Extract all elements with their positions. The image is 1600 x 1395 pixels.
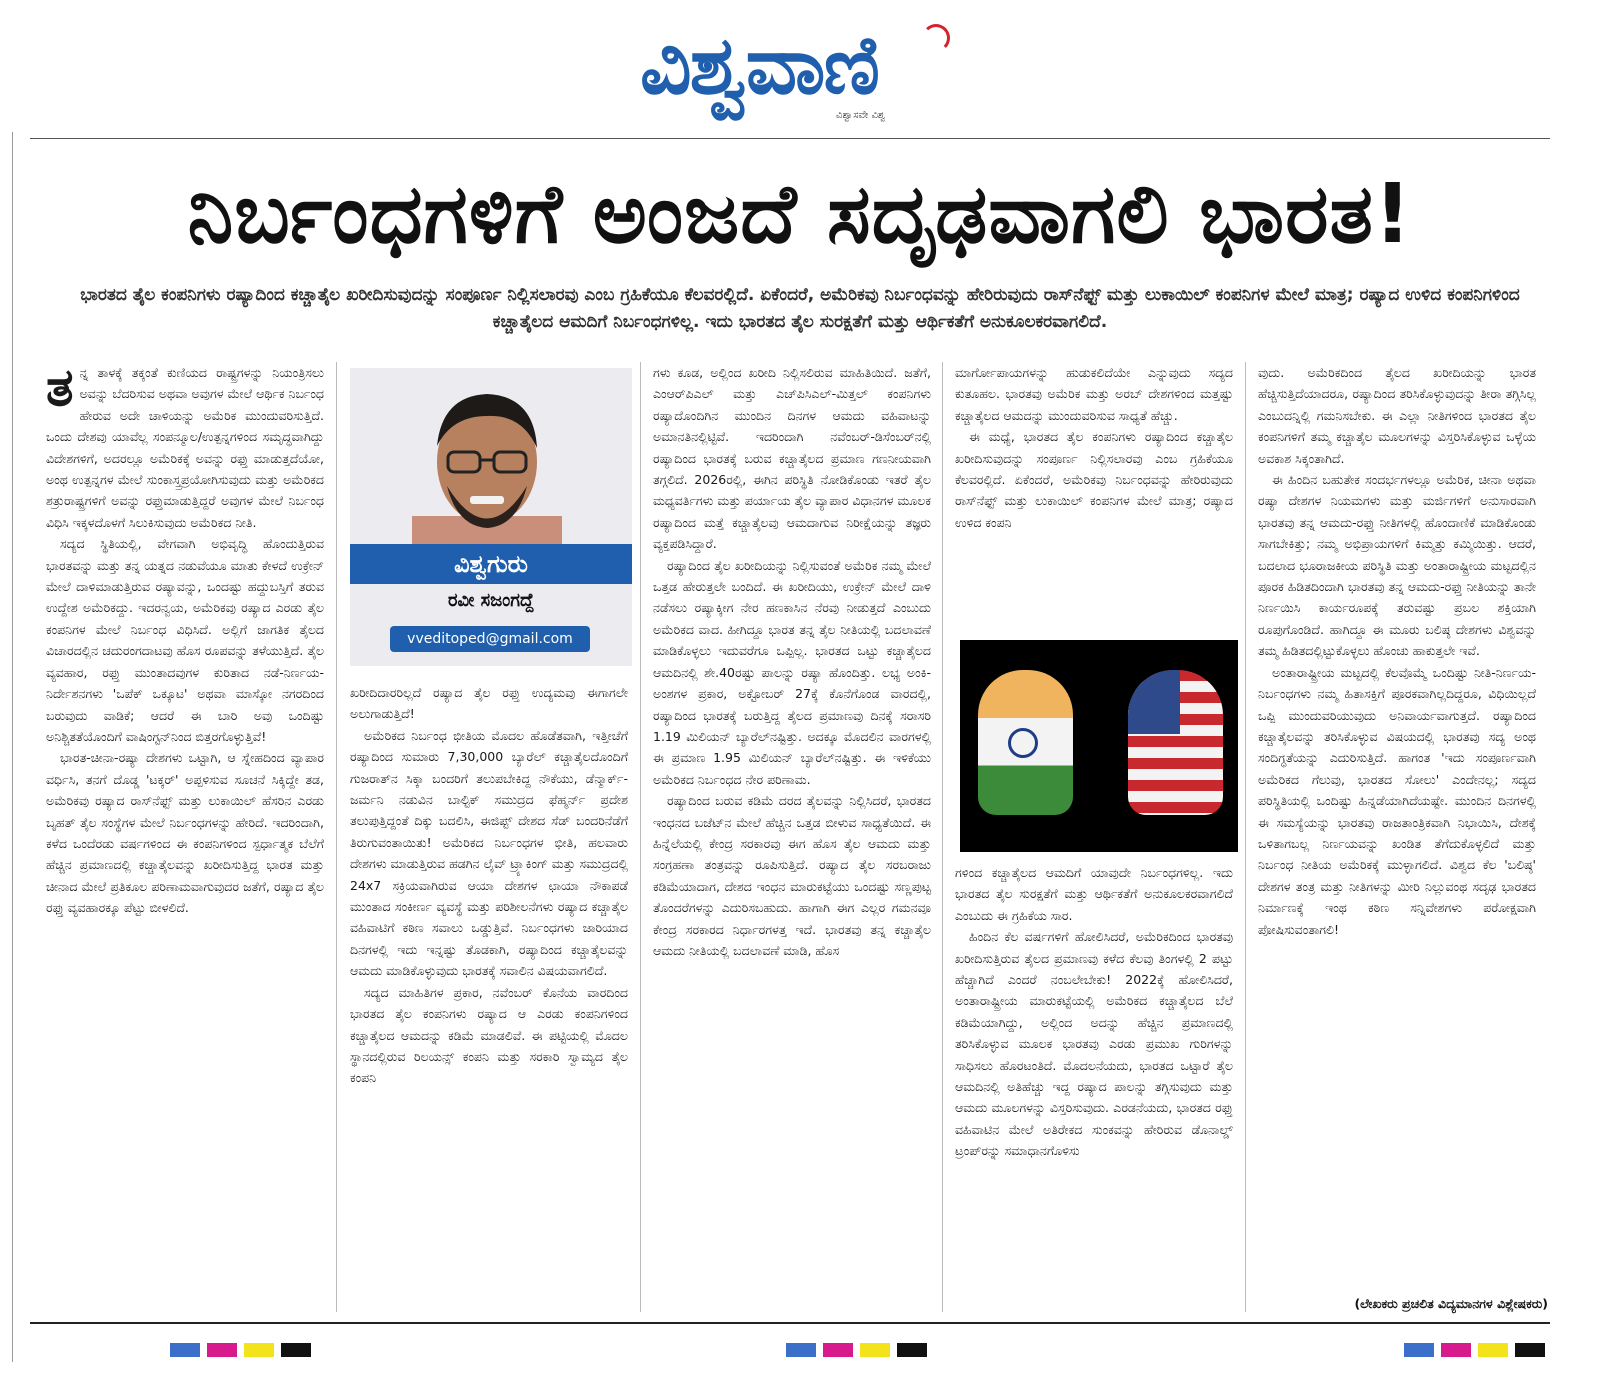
registration-swatch xyxy=(281,1343,311,1357)
usa-flag-fist-icon xyxy=(1128,670,1223,815)
ashoka-chakra-icon xyxy=(1008,728,1038,758)
column-rule xyxy=(1245,362,1246,1312)
article-column-3 xyxy=(653,362,931,961)
paragraph: ಸದ್ಯದ ಮಾಹಿತಿಗಳ ಪ್ರಕಾರ, ನವೆಂಬರ್ ಕೊನೆಯ ವಾರದಿಂದ ಭಾರತದ ತೈಲ ಕಂಪನಿಗಳು ರಷ್ಯಾದ ಆ ಎರಡು ಕಂಪನಿಗಳಿಂದ ಕಚ್ಚಾತೈಲದ ಆಮದನ್ನು ಕಡಿಮೆ ಮಾಡಲಿವೆ. ಈ ಪಟ್ಟಿಯಲ್ಲಿ ಮೊದಲ ಸ್ಥಾನದಲ್ಲಿರುವ ರಿಲಯನ್ಸ್ ಕಂಪನಿ ಮತ್ತು ಸರಕಾರಿ ಸ್ವಾಮ್ಯದ ತೈಲ ಕಂಪನಿ xyxy=(350,984,628,1086)
paragraph: ವುದು. ಅಮೆರಿಕದಿಂದ ತೈಲದ ಖರೀದಿಯನ್ನು ಭಾರತ ಹೆಚ್ಚಿಸುತ್ತಿದೆಯಾದರೂ, ರಷ್ಯಾದಿಂದ ತರಿಸಿಕೊಳ್ಳುವುದನ್ನು ತೀರಾ ತಗ್ಗಿಸಿಲ್ಲ ಎಂಬುದನ್ನಿಲ್ಲಿ ಗಮನಿಸಬೇಕು. ಈ ಎಲ್ಲಾ ನೀತಿಗಳಿಂದ ಭಾರತದ ತೈಲ ಕಂಪನಿಗಳಿಗೆ ತಮ್ಮ ಕಚ್ಚಾತೈಲ ಮೂಲಗಳನ್ನು ವಿಸ್ತರಿಸಿಕೊಳ್ಳುವ ಒಳ್ಳೆಯ ಅವಕಾಶ ಸಿಕ್ಕಂತಾಗಿದೆ. xyxy=(1258,365,1536,466)
stars-canton-icon xyxy=(1128,670,1180,734)
paragraph-text: ನ್ನ ತಾಳಕ್ಕೆ ತಕ್ಕಂತೆ ಕುಣಿಯದ ರಾಷ್ಟ್ರಗಳನ್ನು ನಿಯಂತ್ರಿಸಲು ಅವನ್ನು ಬೆದರಿಸುವ ಅಥವಾ ಅವುಗಳ ಮೇಲೆ ಆರ್ಥಿಕ ನಿರ್ಬಂಧ ಹೇರುವ ಅದೇ ಚಾಳಿಯನ್ನು ಅಮೆರಿಕ ಮುಂದುವರಿಸುತ್ತಿದೆ. ಒಂದು ದೇಶವು ಯಾವೆಲ್ಲ ಸಂಪನ್ಮೂಲ/ಉತ್ಪನ್ನಗಳಿಂದ ಸಮೃದ್ಧವಾಗಿದ್ದು ವಿದೇಶಗಳಿಗೆ, ಅದರಲ್ಲೂ ಅಮೆರಿಕಕ್ಕೆ ಅವನ್ನು ರಫ್ತು ಮಾಡುತ್ತದೆಯೋ, ಅಂಥ ಉತ್ಪನ್ನಗಳ ಮೇಲೆ ಸುಂಕಾಸ್ತ್ರಪ್ರಯೋಗಿಸುವುದು ಮತ್ತು ಅಮೆರಿಕದ ಶತ್ರುರಾಷ್ಟ್ರಗಳಿಗೆ ಅವನ್ನು ರಫ್ತುಮಾಡುತ್ತಿದ್ದರೆ ಅವುಗಳ ಮೇಲೆ ನಿರ್ಬಂಧ ವಿಧಿಸಿ ಇಕ್ಕಳದೊಳಗೆ ಸಿಲುಕಿಸುವುದು ಅಮೆರಿಕದ ನೀತಿ. xyxy=(46,365,324,530)
article-column-4-continued xyxy=(955,862,1233,1162)
india-flag-fist-icon xyxy=(978,670,1073,815)
registration-swatch xyxy=(1441,1343,1471,1357)
color-registration-marks-center xyxy=(786,1342,934,1356)
registration-swatch xyxy=(1404,1343,1434,1357)
author-photo-block xyxy=(350,368,632,666)
registration-swatch xyxy=(170,1343,200,1357)
registration-swatch xyxy=(1515,1343,1545,1357)
drop-cap: ತ xyxy=(46,358,74,418)
color-registration-marks-left xyxy=(170,1342,318,1356)
author-name: ರವೀ ಸಜಂಗದ್ದೆ xyxy=(448,590,534,611)
column-rule xyxy=(640,362,641,1312)
article-headline: ನಿರ್ಬಂಧಗಳಿಗೆ ಅಂಜದೆ ಸದೃಢವಾಗಲಿ ಭಾರತ! xyxy=(187,167,1413,262)
paragraph: ಈ ಮಧ್ಯೆ, ಭಾರತದ ತೈಲ ಕಂಪನಿಗಳು ರಷ್ಯಾದಿಂದ ಕಚ್ಚಾತೈಲ ಖರೀದಿಸುವುದನ್ನು ಸಂಪೂರ್ಣ ನಿಲ್ಲಿಸಲಾರವು ಎಂಬ ಗ್ರಹಿಕೆಯೂ ಕೆಲವರಲ್ಲಿದೆ. ಏಕೆಂದರೆ, ಅಮೆರಿಕವು ನಿರ್ಬಂಧವನ್ನು ಹೇರಿರುವುದು ರಾಸ್‌ನೆಫ್ಟ್ ಮತ್ತು ಲುಕಾಯಿಲ್ ಕಂಪನಿಗಳ ಮೇಲೆ ಮಾತ್ರ; ರಷ್ಯಾದ ಉಳಿದ ಕಂಪನಿ xyxy=(955,429,1233,530)
paragraph: ಈ ಹಿಂದಿನ ಬಹುತೇಕ ಸಂದರ್ಭಗಳಲ್ಲೂ ಅಮೆರಿಕ, ಚೀನಾ ಅಥವಾ ರಷ್ಯಾ ದೇಶಗಳ ನಿಯಮಗಳು ಮತ್ತು ಮರ್ಜಿಗಳಿಗೆ ಅನುಸಾರವಾಗಿ ಭಾರತವು ತನ್ನ ಆಮದು-ರಫ್ತು ನೀತಿಗಳಲ್ಲಿ ಹೊಂದಾಣಿಕೆ ಮಾಡಿಕೊಂಡು ಸಾಗಬೇಕಿತ್ತು; ನಮ್ಮ ಅಭಿಪ್ರಾಯಗಳಿಗೆ ಕಿಮ್ಮತ್ತು ಕಮ್ಮಿಯಿತ್ತು. ಆದರೆ, ಬದಲಾದ ಭೂರಾಜಕೀಯ ಪರಿಸ್ಥಿತಿ ಮತ್ತು ಅಂತಾರಾಷ್ಟ್ರೀಯ ಮಟ್ಟದಲ್ಲಿನ ಪೂರಕ ಹಿಡಿತದಿಂದಾಗಿ ಭಾರತವು ತನ್ನ ಆಮದು-ರಫ್ತು ನೀತಿಯನ್ನು ತಾನೇ ನಿರ್ಣಯಿಸಿ ಕಾರ್ಯರೂಪಕ್ಕೆ ತರುವಷ್ಟು ಪ್ರಬಲ ಶಕ್ತಿಯಾಗಿ ರೂಪುಗೊಂಡಿದೆ. ಹಾಗಿದ್ದೂ ಈ ಮೂರು ಬಲಿಷ್ಠ ದೇಶಗಳು ವಿಶ್ವವನ್ನು ತಮ್ಮ ಹಿಡಿತದಲ್ಲಿಟ್ಟುಕೊಳ್ಳಲು ಹೊಂಚು ಹಾಕುತ್ತಲೇ ಇವೆ. xyxy=(1258,472,1536,659)
paragraph: ಅಮೆರಿಕದ ನಿರ್ಬಂಧ ಭೀತಿಯ ಮೊದಲ ಹೊಡೆತವಾಗಿ, ಇತ್ತೀಚೆಗೆ ರಷ್ಯಾದಿಂದ ಸುಮಾರು 7,30,000 ಬ್ಯಾರೆಲ್ ಕಚ್ಚಾತೈಲದೊಂದಿಗೆ ಗುಜರಾತ್‌ನ ಸಿಕ್ಕಾ ಬಂದರಿಗೆ ತಲುಪಬೇಕಿದ್ದ ನೌಕೆಯು, ಡೆನ್ಮಾರ್ಕ್-ಜರ್ಮನಿ ನಡುವಿನ ಬಾಲ್ಟಿಕ್ ಸಮುದ್ರದ ಫೆಹ್ಮರ್ನ್ ಪ್ರದೇಶ ತಲುಪುತ್ತಿದ್ದಂತೆ ದಿಕ್ಕು ಬದಲಿಸಿ, ಈಜಿಪ್ಟ್ ದೇಶದ ಸೆಡ್ ಬಂದರಿನೆಡೆಗೆ ತಿರುಗುವಂತಾಯಿತು! ಅಮೆರಿಕದ ನಿರ್ಬಂಧಗಳ ಭೀತಿ, ಹಲವಾರು ದೇಶಗಳು ಮಾಡುತ್ತಿರುವ ಹಡಗಿನ ಲೈವ್ ಟ್ರ್ಯಾಕಿಂಗ್ ಮತ್ತು ಸಮುದ್ರದಲ್ಲಿ 24x7 ಸಕ್ರಿಯವಾಗಿರುವ ಆಯಾ ದೇಶಗಳ ಛಾಯಾ ನೌಕಾಪಡೆ ಮುಂತಾದ ಸಂಕೀರ್ಣ ವ್ಯವಸ್ಥೆ ಮತ್ತು ಪರಿಶೀಲನೆಗಳು ರಷ್ಯಾದ ಕಚ್ಚಾತೈಲ ವಹಿವಾಟಿಗೆ ಕಠಿಣ ಸವಾಲು ಒಡ್ಡುತ್ತಿವೆ. ನಿರ್ಬಂಧಗಳು ಜಾರಿಯಾದ ದಿನಗಳಲ್ಲಿ ಇದು ಇನ್ನಷ್ಟು ತೊಡಕಾಗಿ, ರಷ್ಯಾದಿಂದ ಕಚ್ಚಾತೈಲವನ್ನು ಆಮದು ಮಾಡಿಕೊಳ್ಳುವುದು ಭಾರತಕ್ಕೆ ಸವಾಲಿನ ವಿಷಯವಾಗಲಿದೆ. xyxy=(350,727,628,979)
paragraph: ಮಾರ್ಗೋಪಾಯಗಳನ್ನು ಹುಡುಕಲಿದೆಯೇ ಎನ್ನುವುದು ಸದ್ಯದ ಕುತೂಹಲ. ಭಾರತವು ಅಮೆರಿಕ ಮತ್ತು ಅರಬ್ ದೇಶಗಳಿಂದ ಮತ್ತಷ್ಟು ಕಚ್ಚಾತೈಲದ ಆಮದನ್ನು ಮುಂದುವರಿಸುವ ಸಾಧ್ಯತೆ ಹೆಚ್ಚು. xyxy=(955,365,1233,423)
column-rule xyxy=(942,362,943,1312)
paragraph: ಅಂತಾರಾಷ್ಟ್ರೀಯ ಮಟ್ಟದಲ್ಲಿ ಕೆಲವೊಮ್ಮೆ ಒಂದಿಷ್ಟು ನೀತಿ-ನಿರ್ಣಯ-ನಿರ್ಬಂಧಗಳು ನಮ್ಮ ಹಿತಾಸಕ್ತಿಗೆ ಪೂರಕವಾಗಿಲ್ಲದಿದ್ದರೂ, ವಿಧಿಯಿಲ್ಲದೆ ಒಪ್ಪಿ ಮುಂದುವರಿಯುವುದು ಅನಿವಾರ್ಯವಾಗುತ್ತದೆ. ರಷ್ಯಾದಿಂದ ಕಚ್ಚಾತೈಲವನ್ನು ತರಿಸಿಕೊಳ್ಳುವ ವಿಷಯದಲ್ಲಿ ಭಾರತವು ಸದ್ಯ ಅಂಥ ಸಂದಿಗ್ಧತೆಯನ್ನು ಎದುರಿಸುತ್ತಿದೆ. ಹಾಗಂತ 'ಇದು ಸಂಪೂರ್ಣವಾಗಿ ಅಮೆರಿಕದ ಗೆಲುವು, ಭಾರತದ ಸೋಲು' ಎಂದೇನಲ್ಲ; ಸದ್ಯದ ಪರಿಸ್ಥಿತಿಯಲ್ಲಿ ಒಂದಿಷ್ಟು ಹಿನ್ನಡೆಯಾಗಿದೆಯಷ್ಟೇ. ಮುಂದಿನ ದಿನಗಳಲ್ಲಿ ಈ ಸಮಸ್ಯೆಯನ್ನು ಭಾರತವು ರಾಜತಾಂತ್ರಿಕವಾಗಿ ನಿಭಾಯಿಸಿ, ದೇಶಕ್ಕೆ ಒಳಿತಾಗಬಲ್ಲ ನಿರ್ಣಯವನ್ನು ಖಂಡಿತ ತೆಗೆದುಕೊಳ್ಳಲಿದೆ ಮತ್ತು ನಿರ್ಬಂಧ ನೀತಿಯ ಅಮೆರಿಕಕ್ಕೆ ಮುಳ್ಳಾಗಲಿದೆ. ವಿಶ್ವದ ಕೆಲ 'ಬಲಿಷ್ಠ' ದೇಶಗಳ ತಂತ್ರ ಮತ್ತು ನೀತಿಗಳನ್ನು ಮೀರಿ ನಿಲ್ಲುವಂಥ ಸದೃಢ ಭಾರತದ ನಿರ್ಮಾಣಕ್ಕೆ ಇಂಥ ಕಠಿಣ ಸನ್ನಿವೇಶಗಳು ಪರೋಕ್ಷವಾಗಿ ಪೋಷಿಸುವಂತಾಗಲಿ! xyxy=(1258,664,1536,937)
column-name-band: ವಿಶ್ವಗುರು xyxy=(350,544,632,584)
paragraph: ರಷ್ಯಾದಿಂದ ಬರುವ ಕಡಿಮೆ ದರದ ತೈಲವನ್ನು ನಿಲ್ಲಿಸಿದರೆ, ಭಾರತದ ಇಂಧನದ ಬಜೆಟ್‌ನ ಮೇಲೆ ಹೆಚ್ಚಿನ ಒತ್ತಡ ಬೀಳುವ ಸಾಧ್ಯತೆಯಿದೆ. ಈ ಹಿನ್ನೆಲೆಯಲ್ಲಿ ಕೇಂದ್ರ ಸರಕಾರವು ಈಗ ಹೊಸ ತೈಲ ಆಮದು ಮತ್ತು ಸಂಗ್ರಹಣಾ ತಂತ್ರವನ್ನು ರೂಪಿಸುತ್ತಿದೆ. ರಷ್ಯಾದ ತೈಲ ಸರಬರಾಜು ಕಡಿಮೆಯಾದಾಗ, ದೇಶದ ಇಂಧನ ಮಾರುಕಟ್ಟೆಯು ಒಂದಷ್ಟು ಸಣ್ಣಪುಟ್ಟ ತೊಂದರೆಗಳನ್ನು ಎದುರಿಸಬಹುದು. ಹಾಗಾಗಿ ಈಗ ಎಲ್ಲರ ಗಮನವೂ ಕೇಂದ್ರ ಸರಕಾರದ ನಿರ್ಧಾರಗಳತ್ತ ಇದೆ. ಭಾರತವು ತನ್ನ ಕಚ್ಚಾತೈಲ ಆಮದು ನೀತಿಯಲ್ಲಿ ಬದಲಾವಣೆ ಮಾಡಿ, ಹೊಸ xyxy=(653,793,931,958)
paragraph: ಸದ್ಯದ ಸ್ಥಿತಿಯಲ್ಲಿ, ವೇಗವಾಗಿ ಅಭಿವೃದ್ಧಿ ಹೊಂದುತ್ತಿರುವ ಭಾರತವನ್ನು ಮತ್ತು ತನ್ನ ಯತ್ನದ ನಡುವೆಯೂ ಮಾತು ಕೇಳದೆ ಉಕ್ರೇನ್ ಮೇಲೆ ದಾಳಿಮಾಡುತ್ತಿರುವ ರಷ್ಯಾವನ್ನು, ಒಂದಷ್ಟು ಹದ್ದುಬಸ್ತಿಗೆ ತರುವ ಉದ್ದೇಶ ಅಮೆರಿಕದ್ದು. ಇದರನ್ವಯ, ಅಮೆರಿಕವು ರಷ್ಯಾದ ಎರಡು ತೈಲ ಕಂಪನಿಗಳ ಮೇಲೆ ನಿರ್ಬಂಧ ವಿಧಿಸಿದೆ. ಅಲ್ಲಿಗೆ ಜಾಗತಿಕ ತೈಲದ ವಿಚಾರದಲ್ಲಿನ ಚದುರಂಗದಾಟವು ಹೊಸ ರೂಪವನ್ನು ತಳೆಯುತ್ತಿದೆ. ತೈಲ ವ್ಯವಹಾರ, ರಫ್ತು ಮುಂತಾದವುಗಳ ಕುರಿತಾದ ನಡೆ-ನಿರ್ಣಯ-ನಿರ್ದೇಶನಗಳು 'ಒಪೆಕ್ ಒಕ್ಕೂಟ' ಅಥವಾ ಮಾಸ್ಕೋ ನಗರದಿಂದ ಬರುವುದು ವಾಡಿಕೆ; ಆದರೆ ಈ ಬಾರಿ ಅವು ಒಂದಿಷ್ಟು ಅನಿಶ್ಚಿತತೆಯೊಂದಿಗೆ ವಾಷಿಂಗ್ಟನ್‌ನಿಂದ ಬಿತ್ತರಗೊಳ್ಳುತ್ತಿವೆ! xyxy=(46,536,324,744)
article-standfirst: ಭಾರತದ ತೈಲ ಕಂಪನಿಗಳು ರಷ್ಯಾದಿಂದ ಕಚ್ಚಾತೈಲ ಖರೀದಿಸುವುದನ್ನು ಸಂಪೂರ್ಣ ನಿಲ್ಲಿಸಲಾರವು ಎಂಬ ಗ್ರಹಿಕೆಯೂ ಕೆಲವರಲ್ಲಿದೆ. ಏಕೆಂದರೆ, ಅಮೆರಿಕವು ನಿರ್ಬಂಧವನ್ನು ಹೇರಿರುವುದು ರಾಸ್‌ನೆಫ್ಟ್ ಮತ್ತು ಲುಕಾಯಿಲ್ ಕಂಪನಿಗಳ ಮೇಲೆ ಮಾತ್ರ; ರಷ್ಯಾದ ಉಳಿದ ಕಂಪನಿಗಳಿಂದ ಕಚ್ಚಾತೈಲದ ಆಮದಿಗೆ ನಿರ್ಬಂಧಗಳಿಲ್ಲ. ಇದು ಭಾರತದ ತೈಲ ಸುರಕ್ಷತೆಗೆ ಮತ್ತು ಆರ್ಥಿಕತೆಗೆ ಅನುಕೂಲಕರವಾಗಲಿದೆ. xyxy=(80,285,1520,332)
paragraph: ಗಳಿಂದ ಕಚ್ಚಾತೈಲದ ಆಮದಿಗೆ ಯಾವುದೇ ನಿರ್ಬಂಧಗಳಿಲ್ಲ. ಇದು ಭಾರತದ ತೈಲ ಸುರಕ್ಷತೆಗೆ ಮತ್ತು ಆರ್ಥಿಕತೆಗೆ ಅನುಕೂಲಕರವಾಗಲಿದೆ ಎಂಬುದು ಈ ಗ್ರಹಿಕೆಯ ಸಾರ. xyxy=(955,865,1233,923)
newspaper-logo[interactable] xyxy=(640,18,960,121)
article-column-4 xyxy=(955,362,1233,533)
logo-swoosh-icon xyxy=(922,24,950,52)
registration-swatch xyxy=(244,1343,274,1357)
logo-tagline: ವಿಶ್ವಾಸವೇ ವಿಶ್ವ xyxy=(836,110,886,121)
paragraph xyxy=(46,358,324,533)
india-usa-fists-image xyxy=(960,640,1238,852)
article-column-5 xyxy=(1258,362,1536,940)
logo-wordmark: ವಿಶ್ವವಾಣಿ xyxy=(640,19,878,112)
registration-swatch xyxy=(823,1343,853,1357)
page-edge-rule xyxy=(12,132,13,1362)
paragraph: ಗಳು ಕೂಡ, ಅಲ್ಲಿಂದ ಖರೀದಿ ನಿಲ್ಲಿಸಲಿರುವ ಮಾಹಿತಿಯಿದೆ. ಜತೆಗೆ, ಎಂಆರ್‌ಪಿಎಲ್ ಮತ್ತು ಎಚ್‌ಪಿಸಿಎಲ್-ಮಿತ್ತಲ್ ಕಂಪನಿಗಳು ರಷ್ಯಾದೊಂದಿಗಿನ ಮುಂದಿನ ದಿನಗಳ ಆಮದು ವಹಿವಾಟನ್ನು ಅಮಾನತಿನಲ್ಲಿಟ್ಟಿವೆ. ಇದರಿಂದಾಗಿ ನವೆಂಬರ್-ಡಿಸೆಂಬರ್‌ನಲ್ಲಿ ರಷ್ಯಾದಿಂದ ಭಾರತಕ್ಕೆ ಬರುವ ಕಚ್ಚಾತೈಲದ ಪ್ರಮಾಣ ಗಣನೀಯವಾಗಿ ತಗ್ಗಲಿದೆ. 2026ರಲ್ಲಿ, ಈಗಿನ ಪರಿಸ್ಥಿತಿ ನೋಡಿಕೊಂಡು ಇತರೆ ತೈಲ ಮಧ್ಯವರ್ತಿಗಳು ಮತ್ತು ಪರ್ಯಾಯ ತೈಲ ವ್ಯಾಪಾರ ವಿಧಾನಗಳ ಮೂಲಕ ರಷ್ಯಾದಿಂದ ಮತ್ತೆ ಕಚ್ಚಾತೈಲವು ಆಮದಾಗುವ ನಿರೀಕ್ಷೆಯನ್ನು ತಜ್ಞರು ವ್ಯಕ್ತಪಡಿಸಿದ್ದಾರೆ. xyxy=(653,365,931,552)
color-registration-marks-right xyxy=(1404,1342,1552,1356)
article-column-1 xyxy=(46,358,324,919)
author-email[interactable]: vveditoped@gmail.com xyxy=(390,626,590,652)
paragraph: ಭಾರತ-ಚೀನಾ-ರಷ್ಯಾ ದೇಶಗಳು ಒಟ್ಟಾಗಿ, ಆ ಸ್ನೇಹದಿಂದ ವ್ಯಾಪಾರ ವರ್ಧಿಸಿ, ತನಗೆ ದೊಡ್ಡ 'ಟಕ್ಕರ್' ಅಪ್ಪಳಿಸುವ ಸೂಚನೆ ಸಿಕ್ಕಿದ್ದೇ ತಡ, ಅಮೆರಿಕವು ರಷ್ಯಾದ ರಾಸ್‌ನೆಫ್ಟ್ ಮತ್ತು ಲುಕಾಯಿಲ್ ಹೆಸರಿನ ಎರಡು ಬೃಹತ್ ತೈಲ ಸಂಸ್ಥೆಗಳ ಮೇಲೆ ನಿರ್ಬಂಧಗಳನ್ನು ಹೇರಿದೆ. ಇದರಿಂದಾಗಿ, ಕಳೆದ ಒಂದೆರಡು ವರ್ಷಗಳಿಂದ ಈ ಕಂಪನಿಗಳಿಂದ ಸ್ಪರ್ಧಾತ್ಮಕ ಬೆಲೆಗೆ ಹೆಚ್ಚಿನ ಪ್ರಮಾಣದಲ್ಲಿ ಕಚ್ಚಾತೈಲವನ್ನು ಖರೀದಿಸುತ್ತಿದ್ದ ಭಾರತ ಮತ್ತು ಚೀನಾದ ಮೇಲೆ ಪ್ರತಿಕೂಲ ಪರಿಣಾಮವಾಗುವುದರ ಜತೆಗೆ, ರಷ್ಯಾದ ತೈಲ ರಫ್ತು ವ್ಯವಹಾರಕ್ಕೂ ಪೆಟ್ಟು ಬೀಳಲಿದೆ. xyxy=(46,750,324,916)
paragraph: ಹಿಂದಿನ ಕೆಲ ವರ್ಷಗಳಿಗೆ ಹೋಲಿಸಿದರೆ, ಅಮೆರಿಕದಿಂದ ಭಾರತವು ಖರೀದಿಸುತ್ತಿರುವ ತೈಲದ ಪ್ರಮಾಣವು ಕಳೆದ ಕೆಲವು ತಿಂಗಳಲ್ಲಿ 2 ಪಟ್ಟು ಹೆಚ್ಚಾಗಿದೆ ಎಂದರೆ ನಂಬಲೇಬೇಕು! 2022ಕ್ಕೆ ಹೋಲಿಸಿದರೆ, ಅಂತಾರಾಷ್ಟ್ರೀಯ ಮಾರುಕಟ್ಟೆಯಲ್ಲಿ ಅಮೆರಿಕದ ಕಚ್ಚಾತೈಲದ ಬೆಲೆ ಕಡಿಮೆಯಾಗಿದ್ದು, ಅಲ್ಲಿಂದ ಅದನ್ನು ಹೆಚ್ಚಿನ ಪ್ರಮಾಣದಲ್ಲಿ ತರಿಸಿಕೊಳ್ಳುವ ಮೂಲಕ ಭಾರತವು ಎರಡು ಪ್ರಮುಖ ಗುರಿಗಳನ್ನು ಸಾಧಿಸಲು ಹೊರಟಂತಿದೆ. ಮೊದಲನೆಯದು, ಭಾರತದ ಒಟ್ಟಾರೆ ತೈಲ ಆಮದಿನಲ್ಲಿ ಅತಿಹೆಚ್ಚು ಇದ್ದ ರಷ್ಯಾದ ಪಾಲನ್ನು ತಗ್ಗಿಸುವುದು ಮತ್ತು ಆಮದು ಮೂಲಗಳನ್ನು ವಿಸ್ತರಿಸುವುದು. ಎರಡನೆಯದು, ಭಾರತದ ರಫ್ತು ವಹಿವಾಟಿನ ಮೇಲೆ ಅತಿರೇಕದ ಸುಂಕವನ್ನು ಹೇರಿರುವ ಡೊನಾಲ್ಡ್ ಟ್ರಂಪ್‌ರನ್ನು ಸಮಾಧಾನಗೊಳಿಸು xyxy=(955,929,1233,1159)
author-credit: (ಲೇಖಕರು ಪ್ರಚಲಿತ ವಿದ್ಯಮಾನಗಳ ವಿಶ್ಲೇಷಕರು) xyxy=(1354,1296,1548,1311)
paragraph: ರಷ್ಯಾದಿಂದ ತೈಲ ಖರೀದಿಯನ್ನು ನಿಲ್ಲಿಸುವಂತೆ ಅಮೆರಿಕ ನಮ್ಮ ಮೇಲೆ ಒತ್ತಡ ಹೇರುತ್ತಲೇ ಬಂದಿದೆ. ಈ ಖರೀದಿಯು, ಉಕ್ರೇನ್ ಮೇಲೆ ದಾಳಿ ನಡೆಸಲು ರಷ್ಯಾಕ್ಕೀಗ ನೇರ ಹಣಕಾಸಿನ ನೆರವು ನೀಡುತ್ತದೆ ಎಂಬುದು ಅಮೆರಿಕದ ವಾದ. ಹೀಗಿದ್ದೂ ಭಾರತ ತನ್ನ ತೈಲ ನೀತಿಯಲ್ಲಿ ಬದಲಾವಣೆ ಮಾಡಿಕೊಳ್ಳಲು ಇದುವರೆಗೂ ಒಪ್ಪಿಲ್ಲ. ಭಾರತದ ಒಟ್ಟು ಕಚ್ಚಾತೈಲದ ಆಮದಿನಲ್ಲಿ ಶೇ.40ರಷ್ಟು ಪಾಲನ್ನು ರಷ್ಯಾ ಹೊಂದಿತ್ತು. ಲಭ್ಯ ಅಂಕಿ-ಅಂಶಗಳ ಪ್ರಕಾರ, ಅಕ್ಟೋಬರ್ 27ಕ್ಕೆ ಕೊನೆಗೊಂಡ ವಾರದಲ್ಲಿ, ರಷ್ಯಾದಿಂದ ಭಾರತಕ್ಕೆ ಬರುತ್ತಿದ್ದ ತೈಲದ ಪ್ರಮಾಣವು ದಿನಕ್ಕೆ ಸರಾಸರಿ 1.19 ಮಿಲಿಯನ್ ಬ್ಯಾರೆಲ್‌ನಷ್ಟಿತ್ತು. ಅದಕ್ಕೂ ಮೊದಲಿನ ವಾರಗಳಲ್ಲಿ ಈ ಪ್ರಮಾಣ 1.95 ಮಿಲಿಯನ್ ಬ್ಯಾರೆಲ್‌ನಷ್ಟಿತ್ತು. ಈ ಇಳಿಕೆಯು ಅಮೆರಿಕದ ನಿರ್ಬಂಧದ ನೇರ ಪರಿಣಾಮ. xyxy=(653,557,931,787)
masthead xyxy=(0,0,1600,132)
registration-swatch xyxy=(1478,1343,1508,1357)
registration-swatch xyxy=(786,1343,816,1357)
registration-swatch xyxy=(897,1343,927,1357)
article-column-2 xyxy=(350,682,628,1089)
registration-swatch xyxy=(207,1343,237,1357)
registration-swatch xyxy=(860,1343,890,1357)
masthead-divider xyxy=(30,138,1550,139)
paragraph: ಖರೀದಿದಾರರಿಲ್ಲದೆ ರಷ್ಯಾದ ತೈಲ ರಫ್ತು ಉದ್ಯಮವು ಈಗಾಗಲೇ ಅಲುಗಾಡುತ್ತಿದೆ! xyxy=(350,685,628,722)
footer-rule xyxy=(30,1322,1550,1324)
column-rule xyxy=(336,362,337,1312)
